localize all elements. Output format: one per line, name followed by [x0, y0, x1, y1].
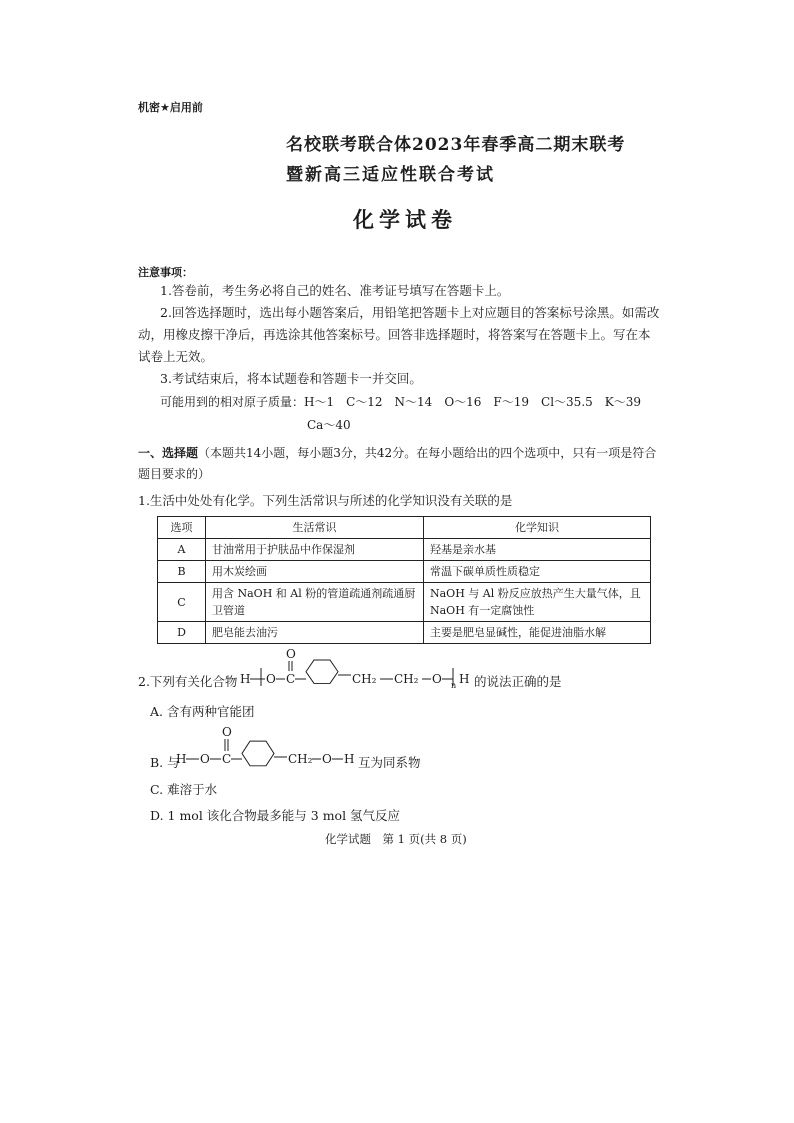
option-a: A. 含有两种官能团 — [150, 704, 255, 719]
chem-cell: 常温下碳单质性质稳定 — [424, 561, 651, 583]
atom-c: C — [222, 752, 232, 766]
table-header: 选项 — [158, 517, 206, 539]
section-description: （本题共14小题，每小题3分，共42分。在每小题给出的四个选项中，只有一项是符合题目要求的） — [138, 446, 657, 481]
atom-c: C — [286, 672, 296, 686]
exam-title: 名校联考联合体2023年春季高二期末联考 — [286, 135, 626, 155]
atom-o: O — [200, 752, 210, 766]
life-cell: 甘油常用于护肤品中作保湿剂 — [206, 539, 424, 561]
chem-cell: 羟基是亲水基 — [424, 539, 651, 561]
question-2-suffix: 的说法正确的是 — [474, 674, 562, 689]
question-2-prefix: 2.下列有关化合物 — [138, 674, 238, 689]
question-2-stem — [138, 672, 237, 690]
atom-h: H — [240, 672, 251, 686]
option-b-structure — [176, 724, 366, 768]
chem-cell: NaOH 与 Al 粉反应放热产生大量气体，且 NaOH 有一定腐蚀性 — [424, 583, 651, 622]
life-cell: 用木炭绘画 — [206, 561, 424, 583]
notice-item-1: 1.答卷前，考生务必将自己的姓名、准考证号填写在答题卡上。 — [160, 283, 510, 298]
atom-o-carbonyl: O — [222, 725, 232, 739]
option-cell: D — [158, 622, 206, 644]
life-cell: 用含 NaOH 和 Al 粉的管道疏通剂疏通厨卫管道 — [206, 583, 424, 622]
atom-o-ether: O — [432, 672, 442, 686]
option-cell: C — [158, 583, 206, 622]
atom-o-carbonyl: O — [286, 647, 296, 661]
atom-h-end: H — [344, 752, 355, 766]
section-heading — [138, 443, 663, 485]
page-footer: 化学试题 第 1 页(共 8 页) — [325, 832, 467, 846]
table-row — [158, 561, 651, 583]
notice-item-2: 2.回答选择题时，选出每小题答案后，用铅笔把答题卡上对应题目的答案标号涂黑。如需改动，用橡皮擦干净后，再选涂其他答案标号。回答非选择题时，将答案写在答题卡上。写在本试卷上无效。 — [138, 305, 660, 364]
atom-ch2: CH₂ — [288, 752, 313, 766]
notice-heading: 注意事项： — [138, 266, 193, 279]
atom-ch2-a: CH₂ — [352, 672, 377, 686]
question-1-stem: 1.生活中处处有化学。下列生活常识与所述的化学知识没有关联的是 — [138, 493, 513, 508]
option-b-prefix: B. 与 — [150, 755, 180, 770]
confidential-label: 机密★启用前 — [138, 101, 203, 114]
table-header: 生活常识 — [206, 517, 424, 539]
atom-ch2-b: CH₂ — [394, 672, 419, 686]
atomic-masses-cont: Ca～40 — [307, 418, 351, 432]
option-cell: B — [158, 561, 206, 583]
atom-o-ether: O — [322, 752, 332, 766]
exam-subtitle: 暨新高三适应性联合考试 — [286, 165, 495, 185]
subject-title: 化学试卷 — [353, 207, 457, 232]
atom-h: H — [176, 752, 187, 766]
chem-cell: 主要是肥皂显碱性，能促进油脂水解 — [424, 622, 651, 644]
table-header: 化学知识 — [424, 517, 651, 539]
subscript-n: n — [451, 681, 457, 690]
option-c: C. 难溶于水 — [150, 782, 218, 797]
table-row — [158, 539, 651, 561]
option-d: D. 1 mol 该化合物最多能与 3 mol 氢气反应 — [150, 808, 401, 823]
table-row — [158, 583, 651, 622]
section-title: 一、选择题 — [138, 446, 199, 460]
atom-h-end: H — [459, 672, 470, 686]
atomic-masses: 可能用到的相对原子质量：H～1 C～12 N～14 O～16 F～19 Cl～35.5 K～39 — [160, 395, 641, 409]
table-row — [158, 622, 651, 644]
question-1-table — [157, 516, 651, 644]
life-cell: 肥皂能去油污 — [206, 622, 424, 644]
option-b-suffix: 互为同系物 — [358, 755, 421, 770]
atom-o: O — [266, 672, 276, 686]
option-cell: A — [158, 539, 206, 561]
notice-item-3: 3.考试结束后，将本试题卷和答题卡一并交回。 — [160, 371, 422, 386]
table-header-row — [158, 517, 651, 539]
